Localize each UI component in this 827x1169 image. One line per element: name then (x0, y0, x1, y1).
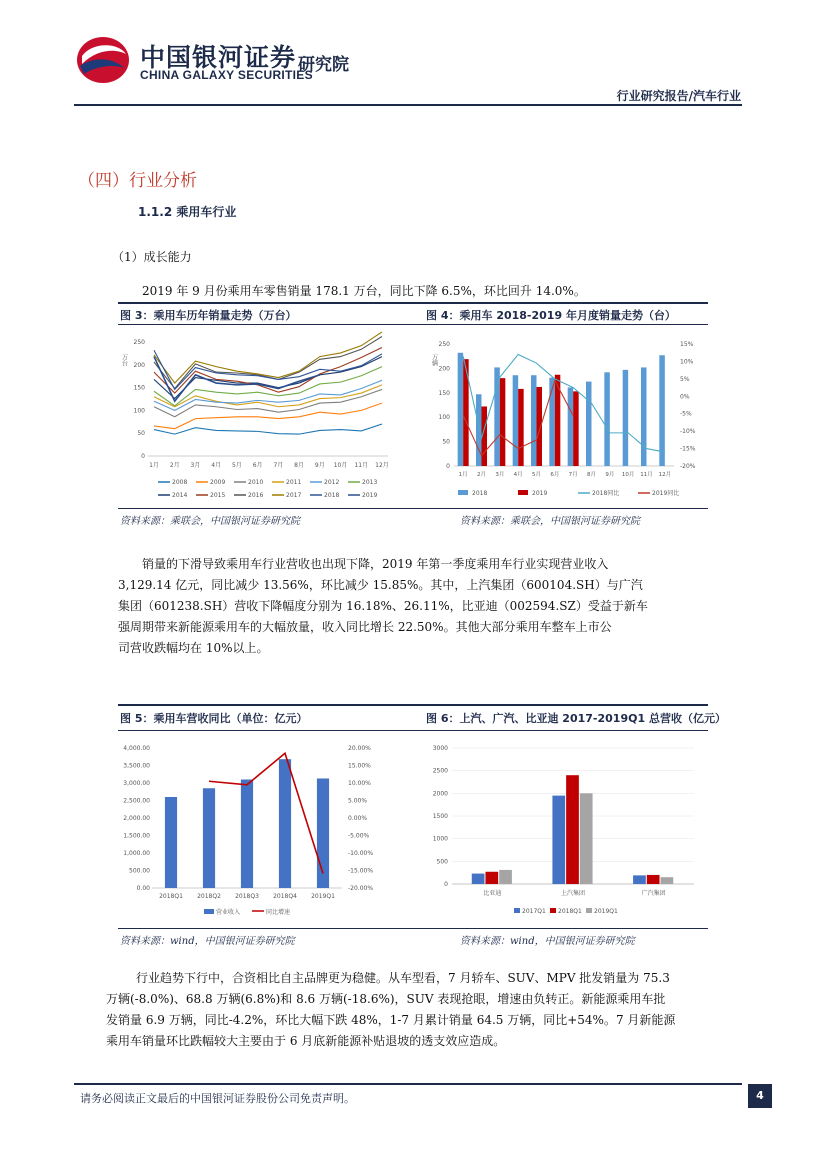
x-tick-label: 9月 (314, 462, 325, 469)
y2-tick-label: 0.00% (348, 815, 368, 822)
y-tick-label: 0 (141, 453, 145, 460)
legend-label: 2018 (472, 490, 488, 497)
bar-2018 (494, 367, 500, 466)
y-tick-label: 50 (137, 430, 145, 438)
paragraph-2-line: 行业趋势下行中，合资相比自主品牌更为稳健。从车型看，7 月轿车、SUV、MPV 批发销量为 75.3 (136, 971, 670, 985)
y-tick-label: 1000 (432, 835, 448, 843)
y2-tick-label: 5% (680, 375, 690, 383)
fig6-title: 图 6：上汽、广汽、比亚迪 2017-2019Q1 总营收（亿元） (426, 712, 726, 725)
x-tick-label: 6月 (550, 472, 560, 478)
y-tick-label: 3,500.00 (123, 762, 150, 770)
x-tick-label: 8月 (294, 462, 305, 469)
bar-2018 (623, 370, 629, 466)
y2-tick-label: 10.00% (348, 780, 371, 787)
bar-2017Q1 (633, 875, 646, 884)
bar-revenue (165, 797, 177, 888)
legend-label: 2010 (248, 479, 264, 486)
legend-label: 2008 (172, 479, 188, 486)
footer-rule (74, 1083, 742, 1085)
x-tick-label: 3月 (190, 462, 201, 469)
legend-label: 2017 (286, 492, 302, 499)
paragraph-1 (118, 554, 718, 659)
bar-2019Q1 (499, 870, 512, 884)
x-tick-label: 3月 (495, 472, 505, 478)
paragraph-1-line: 集团（601238.SH）营收下降幅度分别为 16.18%、26.11%，比亚迪（002594.SZ）受益于新车 (118, 599, 648, 613)
bar-2018 (458, 353, 464, 466)
legend-label: 2018同比 (592, 490, 620, 497)
legend-label: 2018Q1 (558, 908, 582, 915)
y-tick-label: 250 (133, 339, 145, 346)
bar-revenue (279, 759, 291, 888)
y-tick-label: 50 (442, 438, 450, 446)
fig56-mid-rule (118, 730, 708, 731)
y-tick-label: 4,000.00 (123, 745, 150, 752)
y-tick-label: 0 (444, 881, 448, 888)
y-tick-label: 2,500.00 (123, 797, 150, 805)
paragraph-2 (106, 968, 746, 1052)
x-tick-label: 2019Q1 (311, 893, 335, 900)
fig3-chart (118, 330, 398, 502)
paragraph-1-line: 3,129.14 亿元，同比减少 13.56%，环比减少 15.85%。其中，上汽集团（600104.SH）与广汽 (118, 578, 643, 592)
x-tick-label: 12月 (375, 462, 389, 469)
x-tick-label: 2月 (169, 462, 180, 469)
bar-2019 (500, 378, 506, 466)
x-tick-label: 4月 (513, 472, 523, 478)
bar-2018 (476, 394, 482, 466)
legend-label: 2011 (286, 479, 302, 486)
subsection-title: 1.1.2 乘用车行业 (138, 205, 237, 219)
series-line-2009 (154, 403, 382, 429)
bar-revenue (203, 788, 215, 888)
bar-2019Q1 (661, 877, 674, 884)
x-tick-label: 4月 (211, 462, 222, 469)
y-tick-label: 500 (436, 858, 448, 866)
x-tick-label: 12月 (658, 472, 672, 478)
growth-line (209, 753, 323, 873)
fig3-title: 图 3：乘用车历年销量走势（万台） (120, 309, 297, 322)
legend-label: 2019 (532, 490, 548, 497)
y-tick-label: 2000 (432, 790, 448, 798)
y-tick-label: 150 (133, 384, 145, 392)
y-tick-label: 1500 (432, 813, 448, 820)
fig5-title: 图 5：乘用车营收同比（单位：亿元） (120, 712, 308, 725)
legend-label: 2016 (248, 492, 264, 499)
x-tick-label: 11月 (640, 472, 653, 478)
y2-tick-label: -15.00% (348, 867, 374, 875)
y-tick-label: 0.00 (136, 885, 150, 892)
y-axis-label: 万台 (120, 354, 128, 366)
y2-tick-label: 10% (680, 358, 694, 366)
fig5-chart (120, 738, 394, 924)
bar-revenue (241, 780, 253, 889)
company-name-en: CHINA GALAXY SECURITIES (140, 68, 313, 82)
x-tick-label: 11月 (354, 462, 369, 469)
legend-label: 2019同比 (652, 490, 680, 497)
bar-2017Q1 (552, 796, 565, 884)
y-tick-label: 500.00 (129, 867, 150, 875)
x-tick-label: 10月 (333, 462, 348, 469)
paragraph-2-line: 发销量 6.9 万辆，同比-4.2%，环比大幅下跌 48%，1-7 月累计销量 64.5 万辆，同比+54%。7 月新能源 (106, 1013, 676, 1027)
y2-tick-label: 0% (680, 393, 690, 401)
bar-2019 (573, 391, 579, 466)
fig34-top-rule (118, 302, 708, 304)
fig4-chart (418, 330, 704, 502)
fig4-source: 资料来源：乘联会，中国银河证券研究院 (460, 516, 640, 527)
legend-label: 2009 (210, 479, 226, 486)
intro-text: 2019 年 9 月份乘用车零售销量 178.1 万台，同比下降 6.5%，环比回升 14.0%。 (142, 284, 586, 298)
legend-label: 2019 (362, 492, 378, 499)
y2-tick-label: 15% (680, 341, 694, 348)
y2-tick-label: -5% (680, 410, 692, 418)
y-tick-label: 3000 (432, 745, 448, 752)
institute-name: 研究院 (298, 55, 349, 75)
y2-tick-label: 20.00% (348, 745, 371, 752)
legend-label: 营业收入 (216, 909, 241, 916)
paragraph-2-line: 乘用车销量环比跌幅较大主要由于 6 月底新能源补贴退坡的透支效应造成。 (106, 1034, 506, 1048)
x-tick-label: 广汽集团 (641, 890, 666, 897)
bar-2018Q1 (647, 875, 660, 884)
x-tick-label: 1月 (149, 462, 159, 469)
legend-label: 2017Q1 (522, 908, 546, 915)
y2-tick-label: -10.00% (348, 850, 374, 857)
bar-2018 (531, 375, 537, 466)
y-tick-label: 200 (133, 361, 145, 369)
x-tick-label: 7月 (568, 472, 578, 478)
x-tick-label: 2018Q1 (159, 893, 183, 900)
legend-swatch (550, 908, 556, 913)
footer-disclaimer: 请务必阅读正文最后的中国银河证券股份公司免责声明。 (80, 1092, 355, 1105)
x-tick-label: 上汽集团 (560, 890, 586, 897)
legend-swatch (586, 908, 592, 913)
bar-2018 (513, 375, 519, 466)
y2-tick-label: -10% (680, 428, 696, 436)
y-tick-label: 200 (438, 365, 450, 373)
fig5-source: 资料来源：wind，中国银河证券研究院 (120, 936, 295, 947)
bar-2018 (568, 387, 574, 466)
legend-label: 2015 (210, 492, 226, 499)
fig34-bottom-rule (118, 508, 708, 509)
x-tick-label: 5月 (231, 462, 242, 469)
bar-2018Q1 (485, 872, 498, 884)
legend-label: 2014 (172, 492, 188, 499)
y2-tick-label: -15% (680, 445, 696, 453)
x-tick-label: 6月 (252, 462, 263, 469)
legend-swatch (204, 909, 214, 914)
fig34-mid-rule (118, 324, 708, 325)
legend-label: 2019Q1 (594, 908, 618, 915)
y-tick-label: 0 (446, 463, 450, 470)
y2-tick-label: -20.00% (348, 885, 374, 892)
header (0, 0, 827, 110)
paragraph-2-line: 万辆(-8.0%)、68.8 万辆(6.8%)和 8.6 万辆(-18.6%)，SUV 表现抢眼，增速由负转正。新能源乘用车批 (106, 992, 666, 1006)
fig4-title: 图 4：乘用车 2018-2019 年月度销量走势（台） (426, 309, 676, 322)
y2-tick-label: 15.00% (348, 762, 371, 770)
report-type: 行业研究报告/汽车行业 (616, 89, 741, 103)
x-tick-label: 1月 (458, 472, 468, 478)
series-line-2008 (154, 424, 382, 434)
bar-2018 (659, 355, 665, 466)
paragraph-1-line: 强周期带来新能源乘用车的大幅放量，收入同比增长 22.50%。其他大部分乘用车整车上市公 (118, 620, 612, 634)
y-tick-label: 1,000.00 (123, 850, 150, 857)
y-tick-label: 150 (438, 389, 450, 397)
legend-label: 2018 (324, 492, 340, 499)
x-tick-label: 2月 (477, 472, 486, 478)
header-rule (74, 104, 742, 106)
section-title: （四）行业分析 (78, 171, 197, 191)
y-tick-label: 250 (438, 341, 450, 348)
legend-label: 同比增速 (266, 909, 291, 916)
bar-2018Q1 (566, 775, 579, 884)
y-tick-label: 2,000.00 (123, 815, 150, 822)
y-axis-label: 万辆 (430, 354, 438, 366)
x-tick-label: 2018Q4 (273, 893, 297, 900)
y2-tick-label: -20% (680, 463, 696, 470)
legend-swatch (514, 908, 520, 913)
x-tick-label: 7月 (273, 462, 284, 469)
bar-2019 (518, 389, 524, 466)
point-heading: （1）成长能力 (112, 250, 192, 264)
bar-2018 (641, 367, 647, 466)
x-tick-label: 2018Q2 (197, 893, 221, 900)
y-tick-label: 100 (438, 414, 450, 422)
legend-label: 2013 (362, 479, 378, 486)
fig6-source: 资料来源：wind，中国银河证券研究院 (460, 936, 635, 947)
legend-swatch (458, 490, 468, 495)
paragraph-1-line: 司营收跌幅均在 10%以上。 (118, 641, 269, 655)
galaxy-logo-icon (74, 34, 132, 86)
y-tick-label: 2500 (432, 767, 448, 775)
x-tick-label: 5月 (532, 472, 541, 478)
x-tick-label: 2018Q3 (235, 893, 259, 900)
y-tick-label: 3,000.00 (123, 780, 150, 787)
fig6-chart (424, 738, 704, 924)
x-tick-label: 比亚迪 (483, 890, 502, 897)
y2-tick-label: 5.00% (348, 797, 368, 805)
x-tick-label: 8月 (587, 472, 596, 478)
y2-tick-label: -5.00% (348, 832, 370, 840)
legend-label: 2012 (324, 479, 340, 486)
y-tick-label: 1,500.00 (123, 832, 150, 840)
bar-2018 (604, 372, 610, 466)
paragraph-1-line: 销量的下滑导致乘用车行业营收也出现下降，2019 年第一季度乘用车行业实现营业收入 (142, 557, 609, 571)
growth-line-2018同比 (463, 354, 665, 452)
fig56-bottom-rule (118, 928, 708, 929)
legend-swatch (518, 490, 528, 495)
fig56-top-rule (118, 704, 708, 706)
y-tick-label: 100 (133, 407, 145, 415)
series-line-2016 (154, 337, 382, 389)
x-tick-label: 9月 (605, 472, 615, 478)
bar-2017Q1 (472, 874, 485, 884)
bar-2019Q1 (580, 793, 593, 884)
company-name-cn: 中国银河证券 (140, 43, 297, 72)
bar-2018 (586, 382, 592, 466)
x-tick-label: 10月 (621, 472, 635, 478)
fig3-source: 资料来源：乘联会，中国银河证券研究院 (120, 516, 300, 527)
page-number: 4 (748, 1084, 772, 1108)
